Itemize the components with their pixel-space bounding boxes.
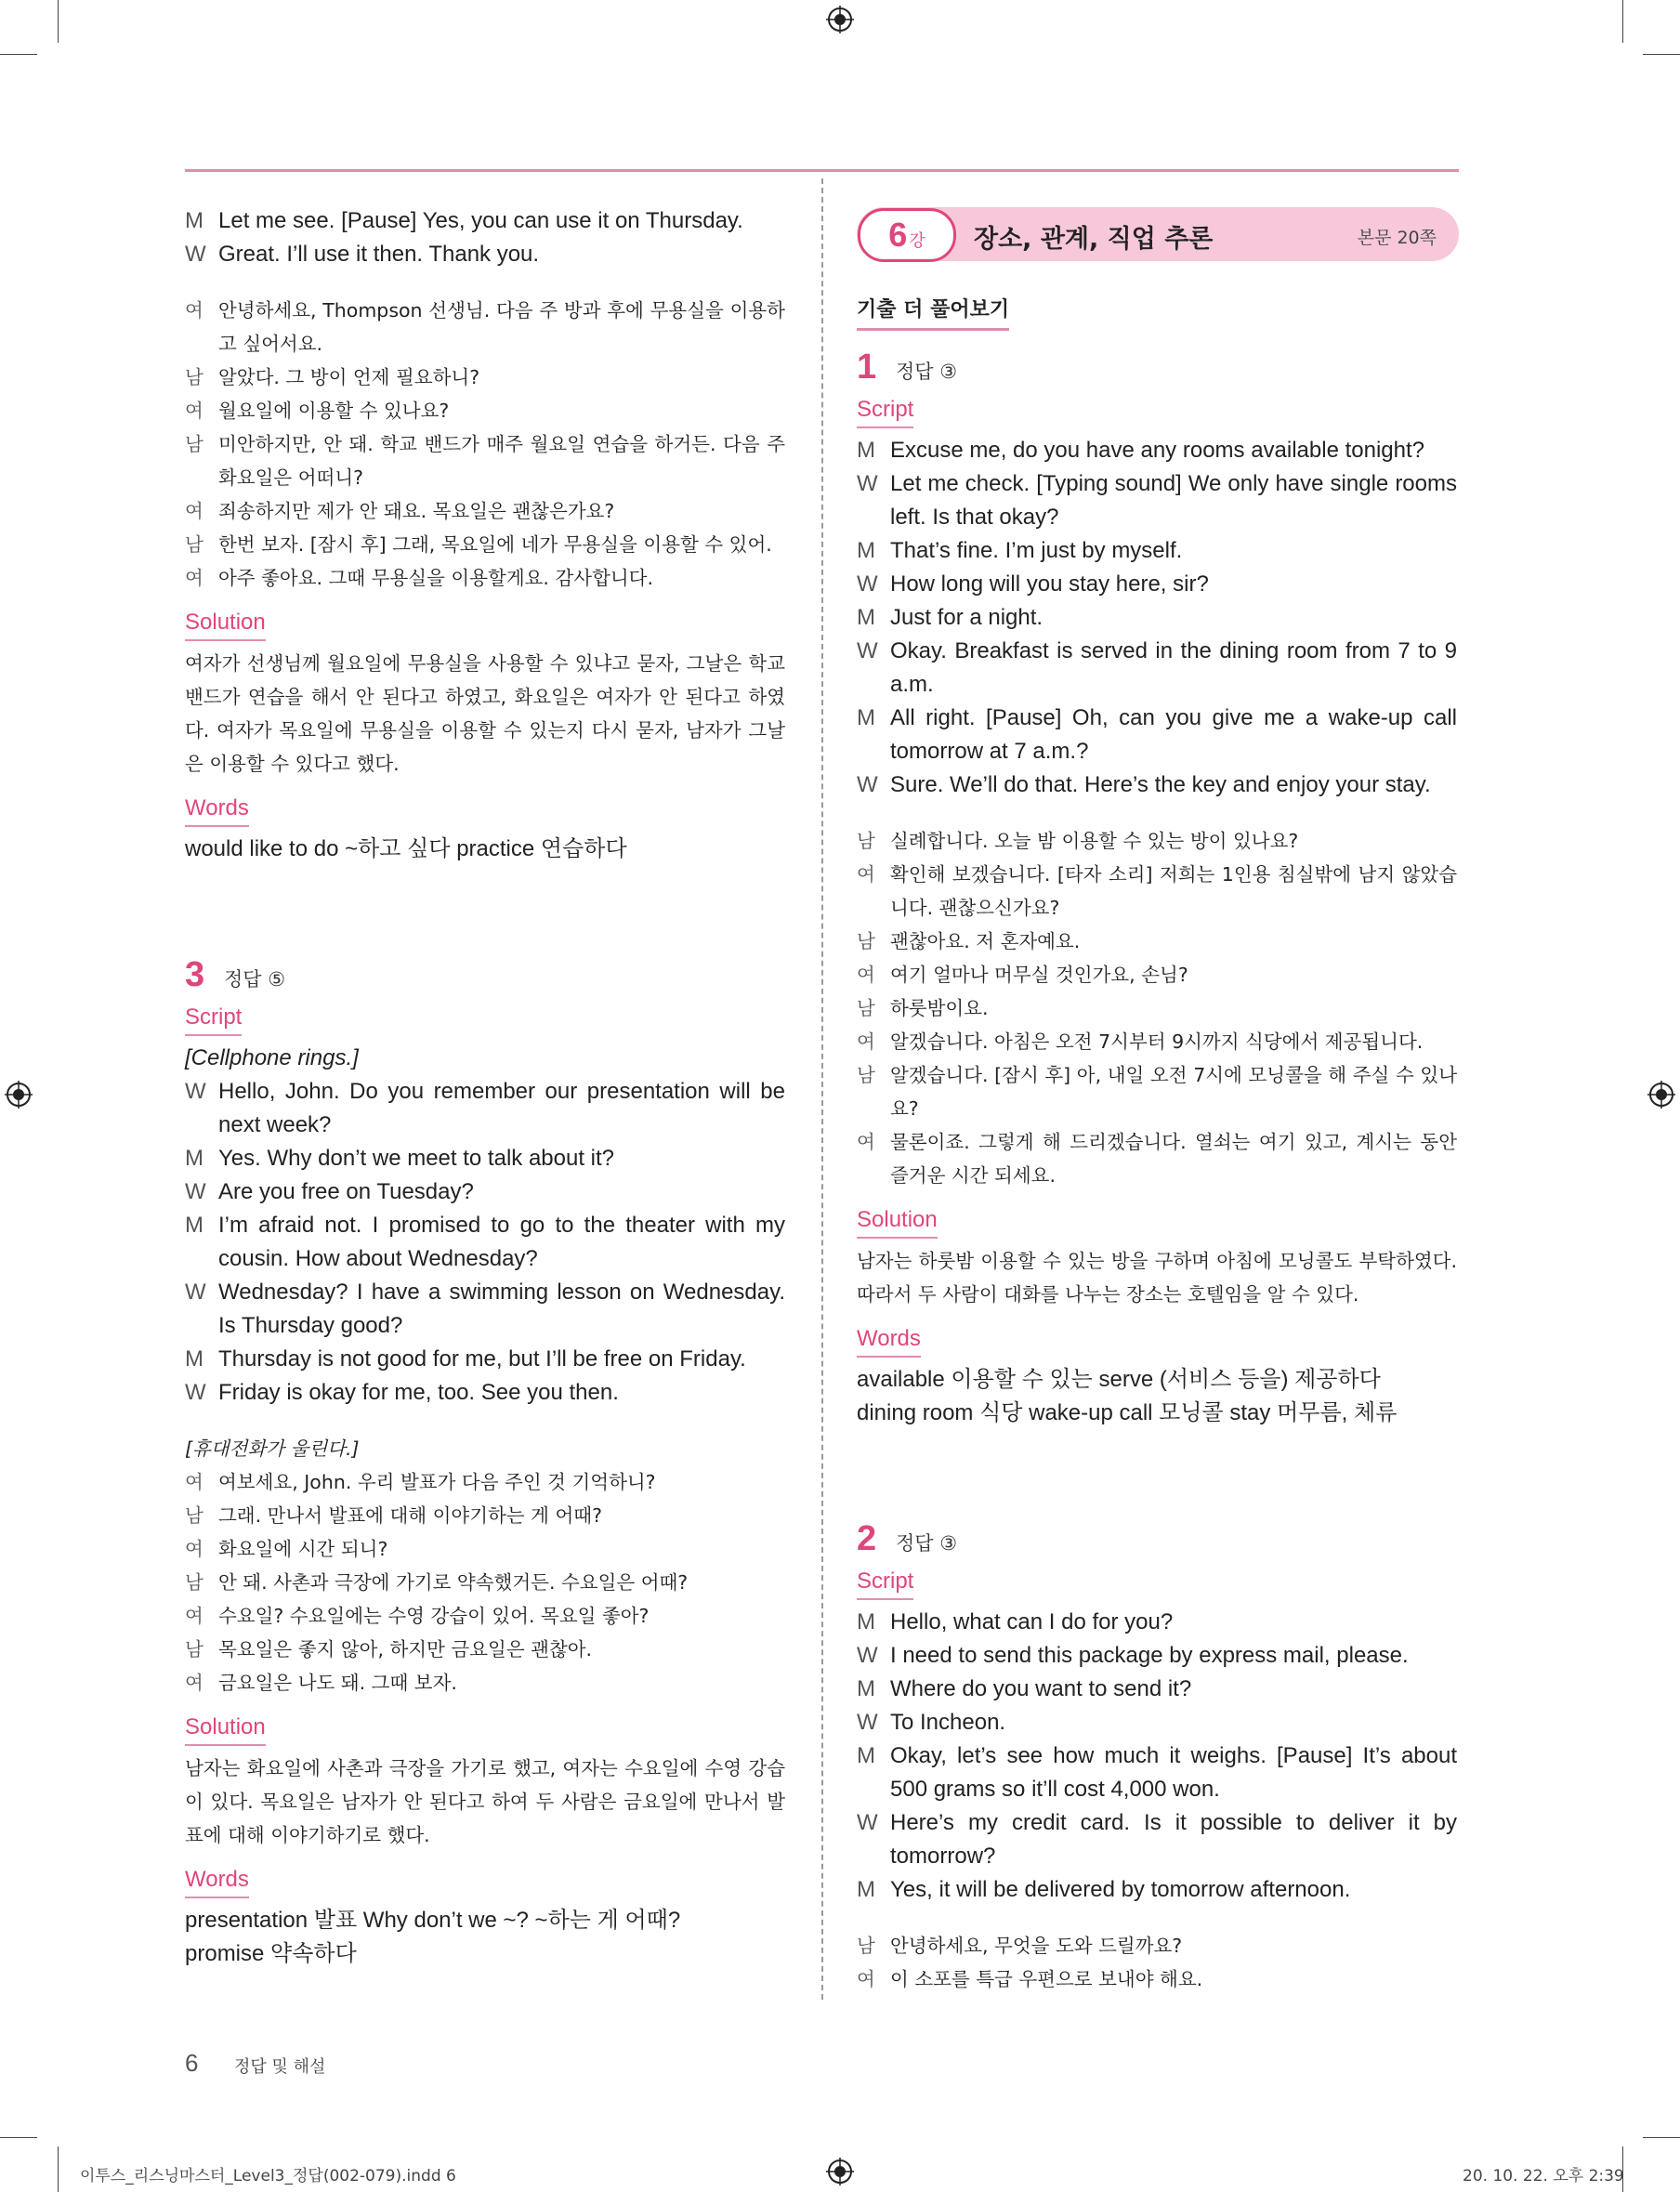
question-3-script [185,1075,785,1410]
speaker-label: 여 [185,1538,203,1560]
dialogue-text: 죄송하지만 제가 안 돼요. 목요일은 괜찮은가요? [218,500,615,522]
dialogue-text: 알겠습니다. 아침은 오전 7시부터 9시까지 식당에서 제공됩니다. [890,1030,1424,1053]
dialogue-line [185,294,785,361]
dialogue-line [185,1566,785,1599]
solution-label: Solution [185,608,266,641]
right-column [857,348,1457,1996]
lesson-banner [857,207,1459,261]
dialogue-text: 목요일은 좋지 않아, 하지만 금요일은 괜찮아. [218,1638,593,1660]
answer-label: 정답 ⑤ [224,968,286,991]
speaker-label: 여 [857,964,875,986]
dialogue-text: 월요일에 이용할 수 있나요? [218,400,450,422]
registration-mark-icon [1647,1081,1675,1109]
dialogue-text: 실례합니다. 오늘 밤 이용할 수 있는 방이 있나요? [890,830,1299,852]
speaker-label: 남 [185,366,203,388]
dialogue-line [185,1175,785,1209]
lesson-badge [858,208,956,262]
speaker-label: W [185,1179,206,1204]
dialogue-line [185,494,785,528]
question-number: 3 [185,955,205,994]
script-label: Script [857,395,913,428]
words-label: Words [185,1865,249,1898]
print-slug-date: 20. 10. 22. 오후 2:39 [1463,2167,1624,2185]
speaker-label: 남 [185,1571,203,1594]
words-list [857,1363,1457,1430]
speaker-label: 여 [857,1968,875,1990]
dialogue-line [857,1125,1457,1192]
section-heading: 기출 더 풀어보기 [857,294,1009,331]
dialogue-line [857,824,1457,858]
speaker-label: M [857,1743,875,1768]
dialogue-text: 화요일에 시간 되니? [218,1538,388,1560]
question-3-translation [185,1465,785,1700]
dialogue-text: Excuse me, do you have any rooms available tonight? [890,438,1425,463]
speaker-label: 여 [857,863,875,886]
dialogue-line [185,1209,785,1276]
speaker-label: W [857,1643,878,1668]
dialogue-line [185,1075,785,1142]
dialogue-text: Just for a night. [890,605,1043,630]
words-text: would like to do ~하고 싶다 practice 연습하다 [185,836,627,861]
dialogue-text: All right. [Pause] Oh, can you give me a wake-up call tomorrow at 7 a.m.? [890,705,1457,764]
solution-label: Solution [185,1713,266,1746]
speaker-label: M [857,1609,875,1634]
dialogue-text: 수요일? 수요일에는 수영 강습이 있어. 목요일 좋아? [218,1605,650,1627]
question-number: 2 [857,1519,877,1558]
dialogue-line [185,1376,785,1410]
dialogue-text: 안녕하세요, Thompson 선생님. 다음 주 방과 후에 무용실을 이용하고 싶어서요. [218,299,785,355]
speaker-label: 여 [185,500,203,522]
speaker-label: 남 [857,930,875,952]
speaker-label: 여 [185,299,203,322]
question-1-heading [857,348,1457,387]
lesson-number: 6 [888,216,908,254]
speaker-label: W [857,772,878,797]
words-label: Words [185,794,249,827]
speaker-label: 여 [185,1605,203,1627]
dialogue-line [857,1639,1457,1673]
dialogue-line [857,1806,1457,1873]
page-number: 6 [185,2049,199,2077]
dialogue-text: Here’s my credit card. Is it possible to deliver it by tomorrow? [890,1810,1457,1869]
dialogue-text: 여보세요, John. 우리 발표가 다음 주인 것 기억하니? [218,1471,656,1493]
speaker-label: 여 [185,400,203,422]
dialogue-text: 한번 보자. [잠시 후] 그래, 목요일에 네가 무용실을 이용할 수 있어. [218,533,772,556]
script-label: Script [857,1567,913,1600]
speaker-label: M [185,1346,203,1372]
dialogue-line [185,1633,785,1666]
dialogue-line [185,204,785,238]
crop-mark [1643,54,1680,55]
dialogue-text: Thursday is not good for me, but I’ll be free on Friday. [218,1346,746,1372]
words-line: dining room 식당 wake-up call 모닝콜 stay 머무름, 체류 [857,1400,1398,1425]
dialogue-text: Yes. Why don’t we meet to talk about it? [218,1146,615,1171]
question-1-translation [857,824,1457,1192]
print-slug-file: 이투스_리스닝마스터_Level3_정답(002-079).indd 6 [80,2167,456,2185]
dialogue-line [857,925,1457,958]
crop-mark [1643,2137,1680,2138]
words-list [185,1904,785,1971]
speaker-label: W [857,1710,878,1735]
question-1-script [857,434,1457,802]
dialogue-text: 여기 얼마나 머무실 것인가요, 손님? [890,964,1188,986]
answer-label: 정답 ③ [896,1532,958,1555]
speaker-label: 여 [185,567,203,589]
lesson-reference: 본문 20쪽 [1357,228,1437,248]
speaker-label: M [857,1676,875,1701]
dialogue-text: Let me see. [Pause] Yes, you can use it on Thursday. [218,208,743,233]
registration-mark-icon [5,1081,33,1109]
dialogue-line [185,238,785,271]
continued-translation [185,294,785,595]
dialogue-text: Sure. We’ll do that. Here’s the key and enjoy your stay. [890,772,1431,797]
dialogue-line [857,1929,1457,1962]
dialogue-line [857,601,1457,635]
solution-text: 남자는 하룻밤 이용할 수 있는 방을 구하며 아침에 모닝콜도 부탁하였다. 따라서 두 사람이 대화를 나누는 장소는 호텔임을 알 수 있다. [857,1250,1457,1306]
crop-mark [0,2137,37,2138]
dialogue-text: 확인해 보겠습니다. [타자 소리] 저희는 1인용 침실밖에 남지 않았습니다. 괜찮으신가요? [890,863,1457,919]
dialogue-line [857,958,1457,991]
dialogue-line [857,1706,1457,1739]
crop-mark [0,54,37,55]
dialogue-line [185,561,785,595]
words-label: Words [857,1324,921,1358]
speaker-label: M [857,705,875,730]
solution-label: Solution [857,1205,938,1239]
speaker-label: W [185,1380,206,1405]
speaker-label: W [857,1810,878,1835]
speaker-label: M [857,538,875,563]
dialogue-line [857,1673,1457,1706]
dialogue-line [857,534,1457,568]
footer-label: 정답 및 해설 [234,2057,326,2077]
speaker-label: M [857,438,875,463]
dialogue-text: How long will you stay here, sir? [890,571,1209,597]
dialogue-line [185,1465,785,1499]
dialogue-text: 이 소포를 특급 우편으로 보내야 해요. [890,1968,1203,1990]
dialogue-line [185,1599,785,1633]
crop-mark [58,2146,59,2192]
dialogue-text: Hello, what can I do for you? [890,1609,1174,1634]
dialogue-line [185,1343,785,1376]
speaker-label: W [185,1079,206,1104]
speaker-label: 남 [185,433,203,455]
dialogue-line [857,858,1457,925]
solution-text: 여자가 선생님께 월요일에 무용실을 사용할 수 있냐고 묻자, 그날은 학교 밴드가 연습을 해서 안 된다고 하였고, 화요일은 여자가 안 된다고 하였다. 여자가 목요일에 무용실을 이용할 수 있는지 다시 묻자, 남자가 그날은 이용할 수 있다고 했다. [185,652,785,775]
dialogue-line [857,1739,1457,1806]
dialogue-text: I’m afraid not. I promised to go to the theater with my cousin. How about Wednesday? [218,1213,785,1271]
dialogue-line [857,768,1457,802]
words-line: available 이용할 수 있는 serve (서비스 등을) 제공하다 [857,1367,1381,1392]
words-line: promise 약속하다 [185,1941,357,1966]
dialogue-text: Yes, it will be delivered by tomorrow afternoon. [890,1877,1351,1902]
dialogue-line [857,702,1457,768]
speaker-label: 남 [857,1064,875,1086]
continued-script [185,204,785,271]
dialogue-text: 그래. 만나서 발표에 대해 이야기하는 게 어때? [218,1504,602,1527]
dialogue-line [857,635,1457,702]
dialogue-line [185,394,785,427]
speaker-label: M [185,208,203,233]
dialogue-line [185,427,785,494]
speaker-label: W [857,638,878,663]
speaker-label: M [857,1877,875,1902]
registration-mark-icon [826,2158,854,2185]
question-3-heading [185,955,785,995]
top-rule [185,169,1459,172]
speaker-label: 남 [185,1504,203,1527]
dialogue-text: That’s fine. I’m just by myself. [890,538,1183,563]
dialogue-text: Okay, let’s see how much it weighs. [Pause] It’s about 500 grams so it’ll cost 4,000 won. [890,1743,1457,1802]
speaker-label: 여 [185,1672,203,1694]
speaker-label: 남 [857,830,875,852]
solution-text: 남자는 화요일에 사촌과 극장을 가기로 했고, 여자는 수요일에 수영 강습이 있다. 목요일은 남자가 안 된다고 하여 두 사람은 금요일에 만나서 발표에 대해 이야기하기로 했다. [185,1757,785,1846]
dialogue-text: 미안하지만, 안 돼. 학교 밴드가 매주 월요일 연습을 하거든. 다음 주 화요일은 어떠니? [218,433,785,489]
stage-direction: [Cellphone rings.] [185,1045,359,1070]
dialogue-text: 하룻밤이요. [890,997,989,1019]
dialogue-line [857,1873,1457,1907]
dialogue-text: Let me check. [Typing sound] We only have single rooms left. Is that okay? [890,471,1457,530]
dialogue-text: 아주 좋아요. 그때 무용실을 이용할게요. 감사합니다. [218,567,653,589]
speaker-label: M [857,605,875,630]
dialogue-line [857,991,1457,1025]
dialogue-line [857,1606,1457,1639]
speaker-label: W [857,571,878,597]
question-2-translation [857,1929,1457,1996]
dialogue-text: 금요일은 나도 돼. 그때 보자. [218,1672,457,1694]
script-label: Script [185,1003,242,1036]
dialogue-text: To Incheon. [890,1710,1006,1735]
speaker-label: 남 [185,533,203,556]
speaker-label: 남 [185,1638,203,1660]
dialogue-line [185,1532,785,1566]
speaker-label: 여 [857,1131,875,1153]
dialogue-line [185,1499,785,1532]
speaker-label: 남 [857,1935,875,1957]
left-column [185,204,785,1971]
dialogue-text: 안 돼. 사촌과 극장에 가기로 약속했거든. 수요일은 어때? [218,1571,689,1594]
dialogue-line [185,1666,785,1700]
dialogue-line [185,1276,785,1343]
dialogue-line [857,1962,1457,1996]
speaker-label: M [185,1146,203,1171]
words-line: presentation 발표 Why don’t we ~? ~하는 게 어때? [185,1908,681,1933]
dialogue-text: Friday is okay for me, too. See you then. [218,1380,619,1405]
column-divider [821,178,823,2000]
dialogue-line [857,467,1457,534]
dialogue-text: Okay. Breakfast is served in the dining room from 7 to 9 a.m. [890,638,1457,697]
speaker-label: W [185,242,206,267]
crop-mark [1622,0,1623,43]
question-2-heading [857,1519,1457,1559]
dialogue-text: I need to send this package by express mail, please. [890,1643,1409,1668]
question-number: 1 [857,348,877,387]
question-2-script [857,1606,1457,1907]
dialogue-line [185,361,785,394]
speaker-label: W [857,471,878,496]
lesson-suffix: 강 [909,231,925,251]
dialogue-text: 물론이죠. 그렇게 해 드리겠습니다. 열쇠는 여기 있고, 계시는 동안 즐거운 시간 되세요. [890,1131,1457,1187]
dialogue-text: 알겠습니다. [잠시 후] 아, 내일 오전 7시에 모닝콜을 해 주실 수 있나요? [890,1064,1457,1120]
registration-mark-icon [826,6,854,33]
dialogue-line [857,568,1457,601]
stage-direction-translation: [휴대전화가 울린다.] [185,1437,360,1460]
speaker-label: 여 [185,1471,203,1493]
dialogue-text: Where do you want to send it? [890,1676,1192,1701]
speaker-label: M [185,1213,203,1238]
dialogue-line [857,1058,1457,1125]
speaker-label: 여 [857,1030,875,1053]
speaker-label: W [185,1280,206,1305]
lesson-title: 장소, 관계, 직업 추론 [974,225,1214,254]
dialogue-text: 안녕하세요, 무엇을 도와 드릴까요? [890,1935,1183,1957]
dialogue-text: Wednesday? I have a swimming lesson on Wednesday. Is Thursday good? [218,1280,785,1338]
dialogue-line [185,1142,785,1175]
dialogue-text: 알았다. 그 방이 언제 필요하니? [218,366,480,388]
speaker-label: 남 [857,997,875,1019]
dialogue-text: Great. I’ll use it then. Thank you. [218,242,540,267]
dialogue-text: Are you free on Tuesday? [218,1179,474,1204]
dialogue-line [185,528,785,561]
crop-mark [58,0,59,43]
dialogue-text: 괜찮아요. 저 혼자예요. [890,930,1081,952]
dialogue-line [857,1025,1457,1058]
dialogue-text: Hello, John. Do you remember our presentation will be next week? [218,1079,785,1137]
answer-label: 정답 ③ [896,361,958,383]
dialogue-line [857,434,1457,467]
